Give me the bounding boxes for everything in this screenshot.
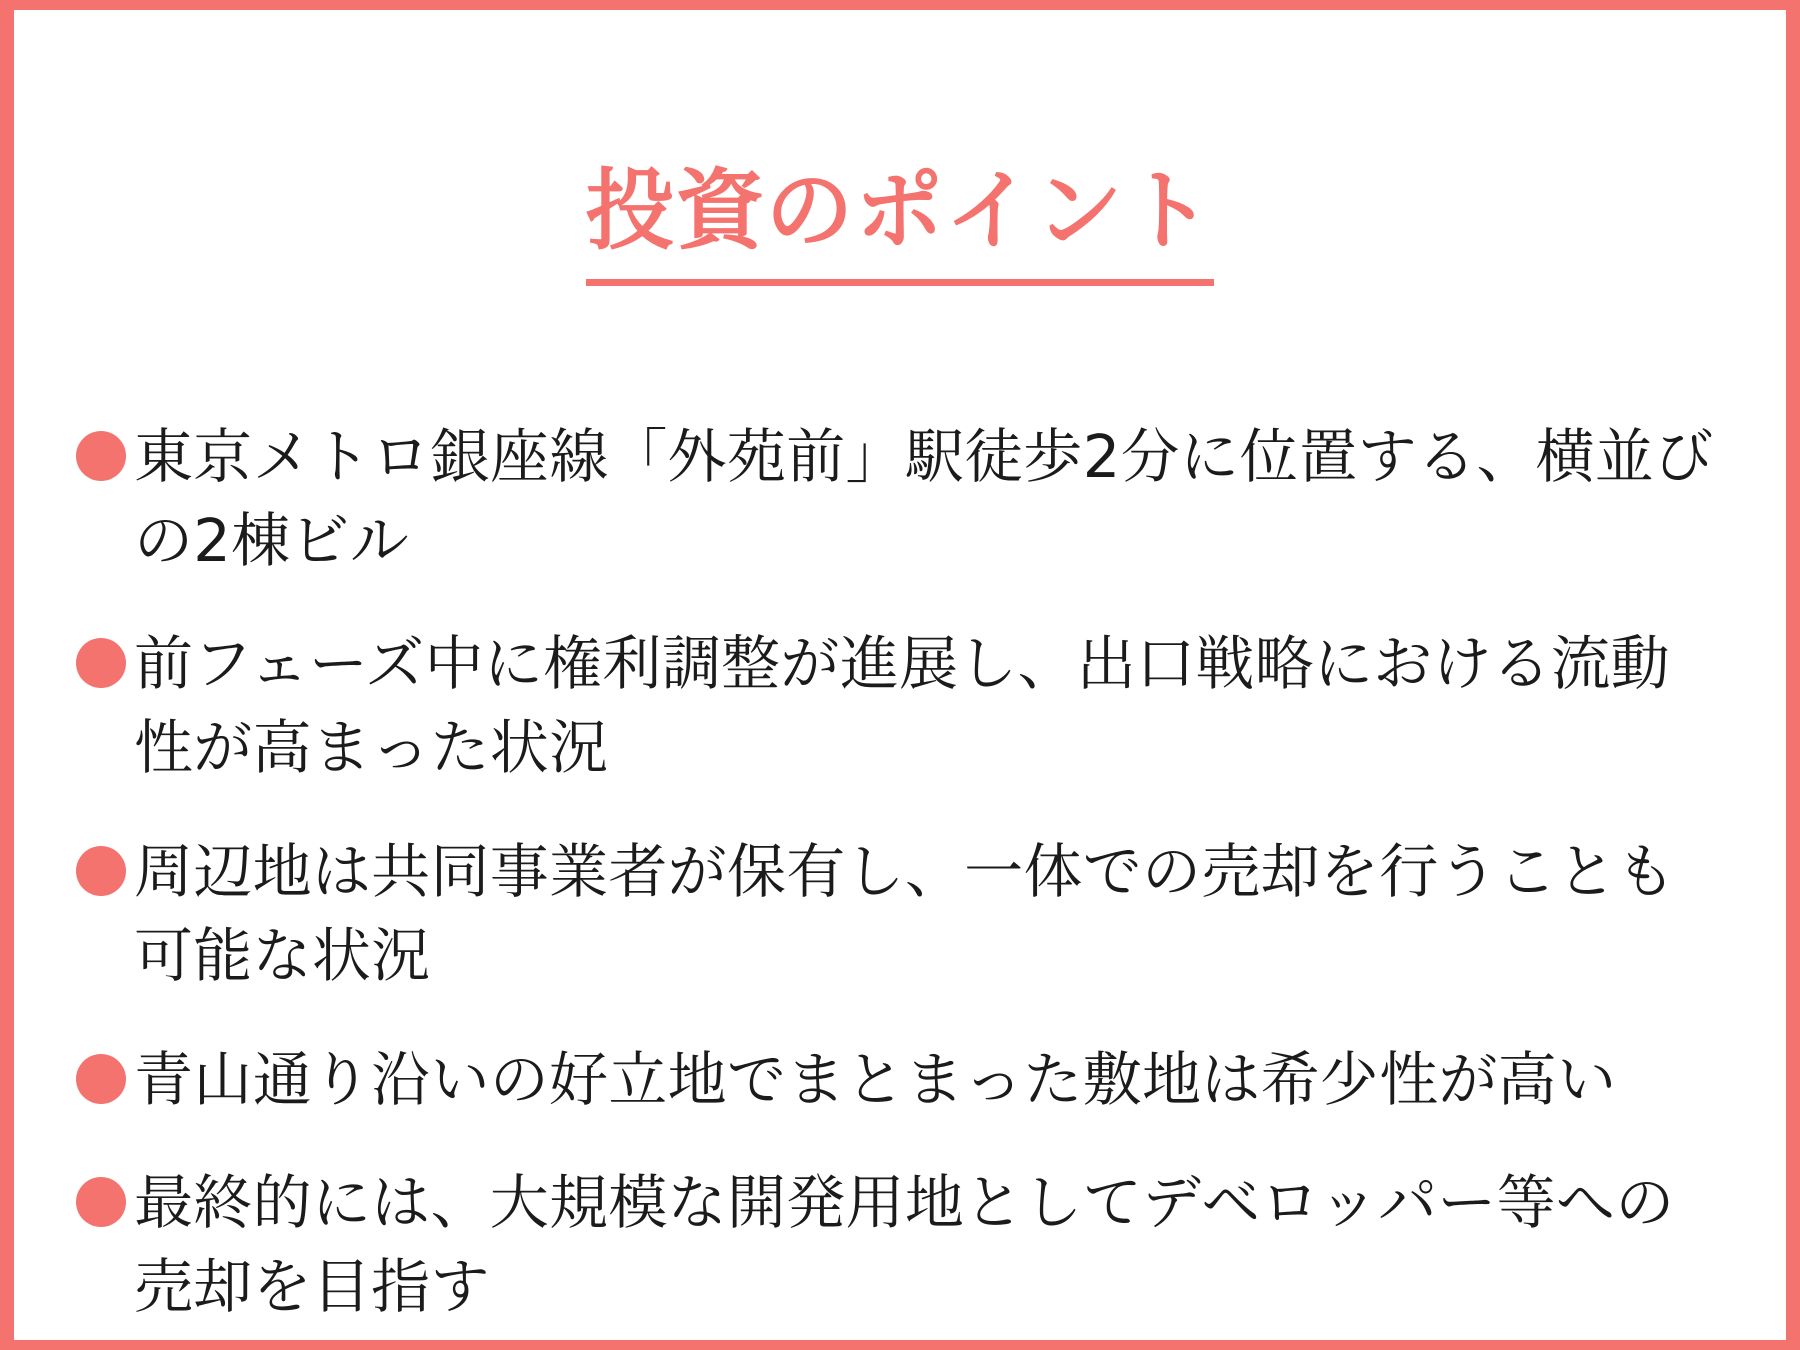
frame-border-left bbox=[0, 0, 14, 1350]
point-text: 最終的には、大規模な開発用地としてデベロッパー等への売却を目指す bbox=[134, 1168, 1675, 1322]
bullet-dot-icon bbox=[76, 638, 126, 688]
bullet-dot-icon bbox=[76, 431, 126, 481]
bullet-dot-icon bbox=[76, 846, 126, 896]
frame-border-top bbox=[0, 0, 1800, 10]
bullet-dot-icon bbox=[76, 1054, 126, 1104]
point-text: 周辺地は共同事業者が保有し、一体での売却を行うことも可能な状況 bbox=[134, 836, 1676, 990]
title-container bbox=[14, 108, 1786, 345]
points-list bbox=[14, 415, 1786, 1329]
list-item bbox=[76, 415, 1722, 583]
slide-content bbox=[14, 10, 1786, 1340]
list-item bbox=[76, 622, 1722, 790]
frame-border-bottom bbox=[0, 1340, 1800, 1350]
frame-border-right bbox=[1786, 0, 1800, 1350]
point-text: 東京メトロ銀座線「外苑前」駅徒歩2分に位置する、横並びの2棟ビル bbox=[134, 421, 1714, 575]
slide-title: 投資のポイント bbox=[586, 167, 1214, 286]
bullet-dot-icon bbox=[76, 1177, 126, 1227]
list-item bbox=[76, 1161, 1722, 1329]
point-text: 前フェーズ中に権利調整が進展し、出口戦略における流動性が高まった状況 bbox=[134, 629, 1670, 783]
list-item bbox=[76, 1038, 1722, 1122]
point-text: 青山通り沿いの好立地でまとまった敷地は希少性が高い bbox=[134, 1044, 1617, 1114]
list-item bbox=[76, 830, 1722, 998]
